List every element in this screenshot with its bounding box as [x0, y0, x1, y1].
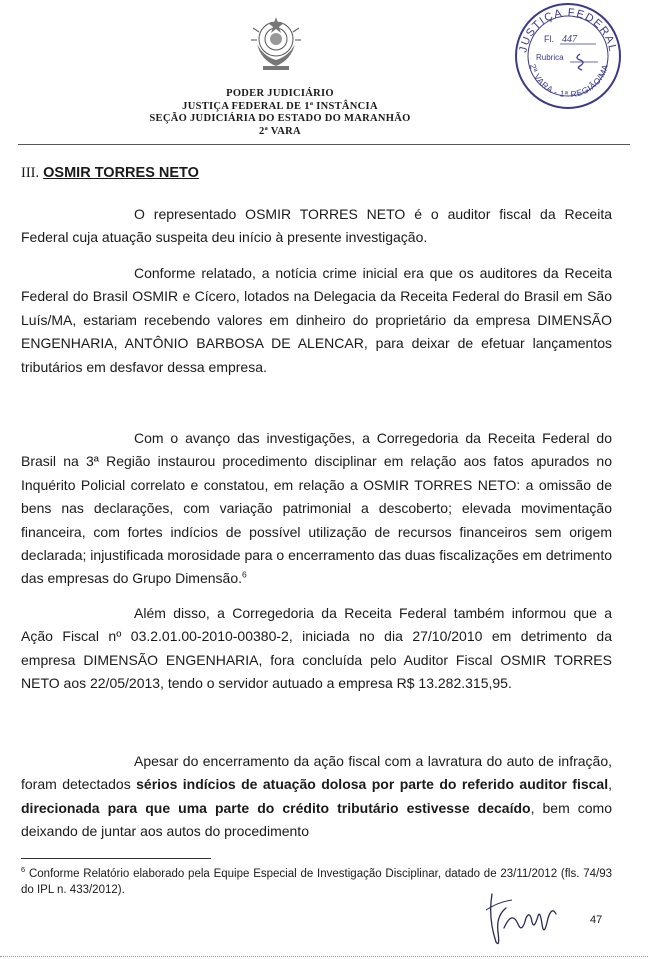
stamp-fl-value: 447 [562, 34, 577, 45]
section-number: III. [21, 165, 40, 181]
header-line-1: PODER JUDICIÁRIO [226, 88, 334, 99]
header-line-4: 2ª VARA [259, 125, 301, 137]
stamp-rubrica-label: Rubrica [536, 53, 564, 62]
page-bottom-edge [0, 956, 648, 957]
court-stamp [508, 0, 626, 112]
paragraph-5-text-c: , [608, 776, 612, 793]
paragraph-5-bold-1: sérios indícios de atuação dolosa por parte do referido auditor fiscal [136, 776, 609, 793]
header-line-2: JUSTIÇA FEDERAL DE 1ª INSTÂNCIA [182, 100, 378, 112]
stamp-bottom-text: 2ª VARA - 1ª REGIÃO/MA [527, 62, 611, 100]
court-header [60, 88, 500, 138]
paragraph-3-text: Com o avanço das investigações, a Corregedoria da Receita Federal do Brasil na 3ª Região instaurou procedimento disciplinar em relação aos fatos apurados no Inquérito Policial correlato e constatou, em relação a OSMIR TORRES NETO: a omissão de bens nas declarações, com variação patrimonial a descoberto; elevada movimentação financeira, com fortes indícios de possível utilização de recursos financeiros sem origem declarada; injustificada morosidade para o encerramento das duas fiscalizações em detrimento das empresas do Grupo Dimensão. [21, 430, 612, 587]
svg-text:2ª VARA - 1ª REGIÃO/MA [528, 63, 610, 99]
paragraph-1 [21, 203, 612, 250]
coat-of-arms-icon [251, 14, 301, 74]
paragraph-1-text: O representado OSMIR TORRES NETO é o auditor fiscal da Receita Federal cuja atuação suspeita deu início à presente investigação. [21, 206, 612, 246]
header-divider [18, 144, 630, 145]
stamp-top-text: JUSTIÇA FEDERAL [517, 6, 619, 54]
paragraph-2-text: Conforme relatado, a notícia crime inicial era que os auditores da Receita Federal do Brasil OSMIR e Cícero, lotados na Delegacia da Receita Federal do Brasil em São Luís/MA, estariam recebendo valores em dinheiro do proprietário da empresa DIMENSÃO ENGENHARIA, ANTÔNIO BARBOSA DE ALENCAR, para deixar de efetuar lançamentos tributários em desfavor dessa empresa. [21, 265, 612, 375]
paragraph-5 [21, 750, 612, 844]
paragraph-3 [21, 427, 612, 591]
paragraph-5-text-a: Apesar do encerramento da ação fiscal com a lavratura do auto de infração, foram detectados [21, 753, 612, 793]
page-number: 47 [590, 914, 603, 926]
footnote-ref: 6 [242, 569, 247, 580]
handwritten-signature-icon [478, 888, 568, 950]
footnote-text: Conforme Relatório elaborado pela Equipe Especial de Investigação Disciplinar, datado de 23/11/2012 (fls. 74/93 do IPL n. 433/2012). [21, 868, 612, 896]
paragraph-5-bold-2: direcionada para que uma parte do crédito tributário estivesse decaído [21, 799, 531, 816]
section-title: OSMIR TORRES NETO [43, 165, 199, 181]
footnote-number: 6 [21, 865, 26, 875]
paragraph-5-text-d: , bem como deixando de juntar aos autos do procedimento [21, 799, 613, 840]
section-heading [21, 165, 199, 182]
stamp-fl-label: Fl. [544, 34, 554, 44]
footnote-divider [21, 858, 211, 859]
paragraph-4-text: Além disso, a Corregedoria da Receita Federal também informou que a Ação Fiscal nº 03.2.01.00-2010-00380-2, iniciada no dia 27/10/2010 em detrimento da empresa DIMENSÃO ENGENHARIA, fora concluída pelo Auditor Fiscal OSMIR TORRES NETO aos 22/05/2013, tendo o servidor autuado a empresa R$ 13.282.315,95. [21, 605, 612, 692]
paragraph-2 [21, 262, 612, 379]
paragraph-4 [21, 602, 612, 696]
svg-text:JUSTIÇA FEDERAL [517, 7, 618, 54]
header-line-3: SEÇÃO JUDICIÁRIA DO ESTADO DO MARANHÃO [149, 113, 411, 124]
